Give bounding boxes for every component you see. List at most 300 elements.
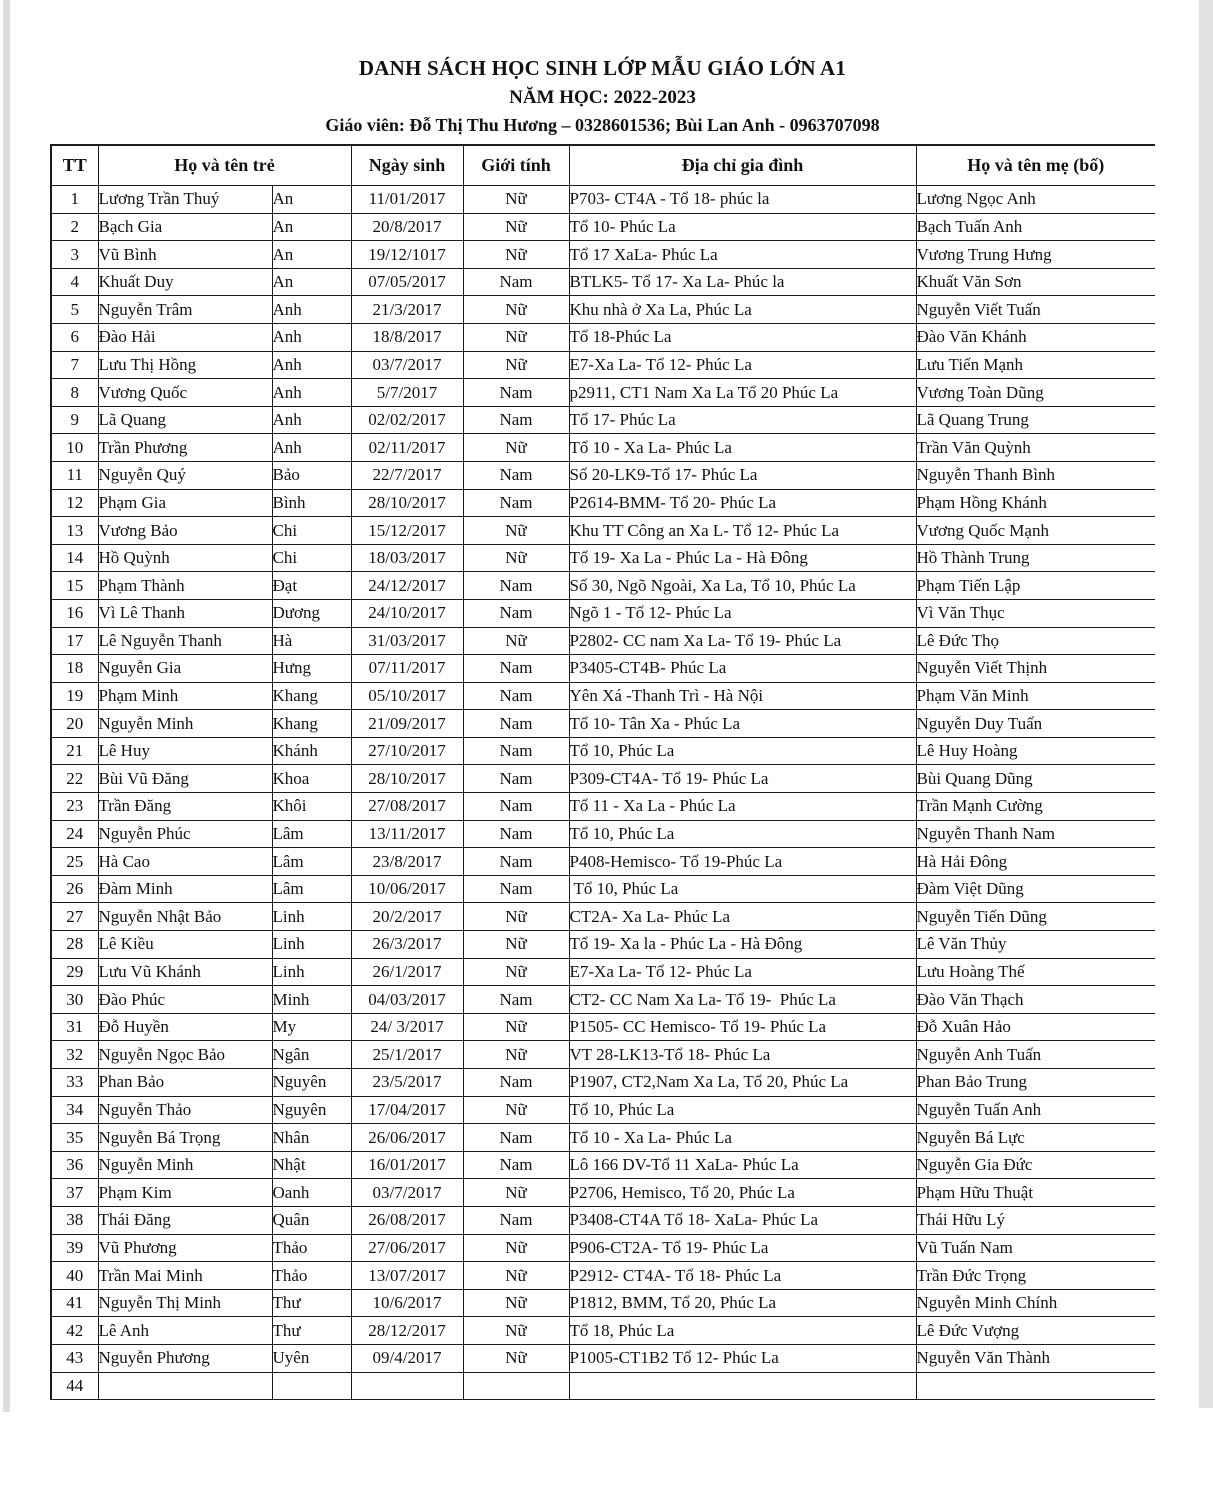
cell-gender: Nam — [463, 1206, 569, 1234]
cell-parent-name: Bạch Tuấn Anh — [916, 213, 1155, 241]
cell-parent-name: Vương Toàn Dũng — [916, 379, 1155, 407]
cell-given-name: Anh — [272, 296, 351, 324]
cell-address: P1005-CT1B2 Tổ 12- Phúc La — [569, 1344, 916, 1372]
cell-address: E7-Xa La- Tổ 12- Phúc La — [569, 958, 916, 986]
cell-tt: 33 — [51, 1069, 98, 1097]
table-row — [51, 599, 1155, 627]
student-table-body — [51, 186, 1155, 1401]
cell-parent-name: Phạm Văn Minh — [916, 682, 1155, 710]
cell-parent-name: Đào Văn Thạch — [916, 986, 1155, 1014]
cell-given-name: Chi — [272, 517, 351, 545]
cell-dob: 26/06/2017 — [351, 1124, 463, 1152]
cell-tt: 29 — [51, 958, 98, 986]
cell-given-name: Thảo — [272, 1234, 351, 1262]
cell-gender: Nữ — [463, 1234, 569, 1262]
cell-gender: Nam — [463, 793, 569, 821]
cell-parent-name: Nguyễn Duy Tuấn — [916, 710, 1155, 738]
table-row — [51, 268, 1155, 296]
cell-tt: 31 — [51, 1013, 98, 1041]
cell-given-name: My — [272, 1013, 351, 1041]
cell-given-name: An — [272, 268, 351, 296]
cell-dob: 05/10/2017 — [351, 682, 463, 710]
cell-address: p2911, CT1 Nam Xa La Tổ 20 Phúc La — [569, 379, 916, 407]
cell-tt: 22 — [51, 765, 98, 793]
cell-given-name: Khoa — [272, 765, 351, 793]
cell-tt: 44 — [51, 1372, 98, 1400]
cell-given-name: Lâm — [272, 820, 351, 848]
cell-dob: 04/03/2017 — [351, 986, 463, 1014]
cell-tt: 18 — [51, 655, 98, 683]
cell-name: Nguyễn Trâm — [98, 296, 272, 324]
cell-gender: Nữ — [463, 1289, 569, 1317]
cell-name: Trần Phương — [98, 434, 272, 462]
cell-gender: Nữ — [463, 903, 569, 931]
cell-name — [98, 1372, 272, 1400]
cell-parent-name: Đào Văn Khánh — [916, 323, 1155, 351]
cell-gender: Nữ — [463, 323, 569, 351]
cell-name: Nguyễn Minh — [98, 1151, 272, 1179]
cell-address: Khu TT Công an Xa L- Tổ 12- Phúc La — [569, 517, 916, 545]
cell-gender: Nam — [463, 599, 569, 627]
table-row — [51, 682, 1155, 710]
cell-dob: 02/11/2017 — [351, 434, 463, 462]
table-row — [51, 351, 1155, 379]
cell-tt: 21 — [51, 737, 98, 765]
cell-dob: 27/06/2017 — [351, 1234, 463, 1262]
cell-address: P309-CT4A- Tổ 19- Phúc La — [569, 765, 916, 793]
col-header-parent: Họ và tên mẹ (bố) — [916, 145, 1155, 186]
cell-address — [569, 1372, 916, 1400]
cell-parent-name: Nguyễn Gia Đức — [916, 1151, 1155, 1179]
cell-tt: 27 — [51, 903, 98, 931]
cell-parent-name: Hà Hải Đông — [916, 848, 1155, 876]
cell-name: Lã Quang — [98, 406, 272, 434]
table-row — [51, 1124, 1155, 1152]
cell-gender: Nữ — [463, 213, 569, 241]
table-row — [51, 1096, 1155, 1124]
cell-name: Lê Nguyễn Thanh — [98, 627, 272, 655]
cell-given-name: Đạt — [272, 572, 351, 600]
cell-parent-name: Lê Huy Hoàng — [916, 737, 1155, 765]
cell-name: Nguyễn Nhật Bảo — [98, 903, 272, 931]
cell-parent-name: Phạm Hữu Thuật — [916, 1179, 1155, 1207]
cell-address: P3405-CT4B- Phúc La — [569, 655, 916, 683]
cell-tt: 35 — [51, 1124, 98, 1152]
cell-gender: Nữ — [463, 517, 569, 545]
cell-address: P2802- CC nam Xa La- Tổ 19- Phúc La — [569, 627, 916, 655]
cell-dob: 09/4/2017 — [351, 1344, 463, 1372]
cell-dob: 25/1/2017 — [351, 1041, 463, 1069]
cell-name: Lương Trần Thuý — [98, 186, 272, 214]
cell-name: Vũ Bình — [98, 241, 272, 269]
cell-tt: 14 — [51, 544, 98, 572]
cell-tt: 43 — [51, 1344, 98, 1372]
cell-dob: 28/12/2017 — [351, 1317, 463, 1345]
table-row — [51, 186, 1155, 214]
cell-address: P1907, CT2,Nam Xa La, Tổ 20, Phúc La — [569, 1069, 916, 1097]
cell-gender: Nữ — [463, 1317, 569, 1345]
cell-parent-name: Hồ Thành Trung — [916, 544, 1155, 572]
cell-given-name: Uyên — [272, 1344, 351, 1372]
cell-gender: Nữ — [463, 241, 569, 269]
scan-edge-right — [1199, 0, 1213, 1408]
cell-tt: 30 — [51, 986, 98, 1014]
cell-address: P2706, Hemisco, Tổ 20, Phúc La — [569, 1179, 916, 1207]
cell-name: Vì Lê Thanh — [98, 599, 272, 627]
cell-parent-name: Nguyễn Thanh Bình — [916, 461, 1155, 489]
cell-gender: Nữ — [463, 351, 569, 379]
cell-given-name: Nguyên — [272, 1069, 351, 1097]
cell-tt: 38 — [51, 1206, 98, 1234]
cell-gender: Nữ — [463, 1344, 569, 1372]
table-header — [51, 145, 1155, 186]
cell-tt: 7 — [51, 351, 98, 379]
cell-parent-name: Đỗ Xuân Hảo — [916, 1013, 1155, 1041]
cell-given-name: Hưng — [272, 655, 351, 683]
cell-parent-name: Lê Đức Vượng — [916, 1317, 1155, 1345]
cell-parent-name: Lã Quang Trung — [916, 406, 1155, 434]
table-row — [51, 213, 1155, 241]
cell-address: P1505- CC Hemisco- Tổ 19- Phúc La — [569, 1013, 916, 1041]
cell-address: CT2- CC Nam Xa La- Tổ 19- Phúc La — [569, 986, 916, 1014]
col-header-address: Địa chỉ gia đình — [569, 145, 916, 186]
cell-tt: 28 — [51, 931, 98, 959]
cell-dob: 21/3/2017 — [351, 296, 463, 324]
cell-address: Tổ 19- Xa La - Phúc La - Hà Đông — [569, 544, 916, 572]
table-row — [51, 820, 1155, 848]
cell-dob: 23/8/2017 — [351, 848, 463, 876]
cell-tt: 17 — [51, 627, 98, 655]
cell-parent-name: Khuất Văn Sơn — [916, 268, 1155, 296]
cell-address: Khu nhà ở Xa La, Phúc La — [569, 296, 916, 324]
table-row — [51, 931, 1155, 959]
cell-tt: 37 — [51, 1179, 98, 1207]
table-row — [51, 793, 1155, 821]
cell-gender: Nam — [463, 489, 569, 517]
cell-name: Khuất Duy — [98, 268, 272, 296]
cell-name: Đào Phúc — [98, 986, 272, 1014]
cell-dob: 22/7/2017 — [351, 461, 463, 489]
table-row — [51, 875, 1155, 903]
cell-gender: Nữ — [463, 958, 569, 986]
cell-gender: Nam — [463, 682, 569, 710]
cell-dob: 5/7/2017 — [351, 379, 463, 407]
cell-name: Nguyễn Bá Trọng — [98, 1124, 272, 1152]
cell-dob: 13/11/2017 — [351, 820, 463, 848]
cell-given-name: Linh — [272, 903, 351, 931]
cell-gender: Nữ — [463, 1013, 569, 1041]
table-row — [51, 241, 1155, 269]
cell-given-name: Thảo — [272, 1262, 351, 1290]
cell-gender: Nam — [463, 986, 569, 1014]
cell-given-name: Linh — [272, 958, 351, 986]
col-header-dob: Ngày sinh — [351, 145, 463, 186]
cell-given-name: Anh — [272, 323, 351, 351]
col-header-gender: Giới tính — [463, 145, 569, 186]
cell-gender: Nam — [463, 875, 569, 903]
table-row — [51, 1344, 1155, 1372]
cell-tt: 13 — [51, 517, 98, 545]
cell-name: Đàm Minh — [98, 875, 272, 903]
cell-given-name: Thư — [272, 1317, 351, 1345]
table-row — [51, 1151, 1155, 1179]
cell-address: CT2A- Xa La- Phúc La — [569, 903, 916, 931]
table-row — [51, 1069, 1155, 1097]
cell-tt: 16 — [51, 599, 98, 627]
cell-name: Lưu Vũ Khánh — [98, 958, 272, 986]
cell-address: Lô 166 DV-Tổ 11 XaLa- Phúc La — [569, 1151, 916, 1179]
cell-address: Tổ 10, Phúc La — [569, 1096, 916, 1124]
cell-dob: 11/01/2017 — [351, 186, 463, 214]
table-row — [51, 710, 1155, 738]
cell-given-name: Hà — [272, 627, 351, 655]
cell-gender: Nữ — [463, 1179, 569, 1207]
cell-gender: Nữ — [463, 931, 569, 959]
cell-name: Nguyễn Quý — [98, 461, 272, 489]
cell-tt: 34 — [51, 1096, 98, 1124]
table-row — [51, 461, 1155, 489]
document-title: DANH SÁCH HỌC SINH LỚP MẪU GIÁO LỚN A1 — [358, 56, 847, 80]
cell-name: Vương Quốc — [98, 379, 272, 407]
cell-given-name: Khánh — [272, 737, 351, 765]
cell-dob: 26/1/2017 — [351, 958, 463, 986]
cell-given-name: Anh — [272, 406, 351, 434]
student-table — [50, 144, 1155, 1400]
cell-dob: 27/10/2017 — [351, 737, 463, 765]
cell-tt: 9 — [51, 406, 98, 434]
school-year: NĂM HỌC: 2022-2023 — [509, 87, 696, 108]
table-row — [51, 848, 1155, 876]
cell-dob: 26/3/2017 — [351, 931, 463, 959]
cell-name: Hà Cao — [98, 848, 272, 876]
cell-parent-name: Trần Mạnh Cường — [916, 793, 1155, 821]
cell-tt: 19 — [51, 682, 98, 710]
cell-address: P703- CT4A - Tổ 18- phúc la — [569, 186, 916, 214]
cell-address: Tổ 10, Phúc La — [569, 875, 916, 903]
table-row — [51, 434, 1155, 462]
table-row — [51, 765, 1155, 793]
cell-dob: 03/7/2017 — [351, 1179, 463, 1207]
table-row — [51, 1206, 1155, 1234]
cell-name: Lưu Thị Hồng — [98, 351, 272, 379]
cell-name: Lê Anh — [98, 1317, 272, 1345]
cell-dob: 18/03/2017 — [351, 544, 463, 572]
cell-name: Nguyễn Thị Minh — [98, 1289, 272, 1317]
cell-name: Nguyễn Thảo — [98, 1096, 272, 1124]
cell-given-name: Nhân — [272, 1124, 351, 1152]
cell-tt: 1 — [51, 186, 98, 214]
cell-dob: 24/12/2017 — [351, 572, 463, 600]
cell-given-name: Quân — [272, 1206, 351, 1234]
cell-name: Bạch Gia — [98, 213, 272, 241]
table-row — [51, 572, 1155, 600]
cell-parent-name: Nguyễn Tiến Dũng — [916, 903, 1155, 931]
cell-name: Hồ Quỳnh — [98, 544, 272, 572]
cell-dob: 24/10/2017 — [351, 599, 463, 627]
cell-parent-name: Lương Ngọc Anh — [916, 186, 1155, 214]
cell-parent-name: Lê Văn Thủy — [916, 931, 1155, 959]
cell-dob: 28/10/2017 — [351, 489, 463, 517]
cell-parent-name: Nguyễn Tuấn Anh — [916, 1096, 1155, 1124]
cell-given-name: Minh — [272, 986, 351, 1014]
table-row — [51, 1317, 1155, 1345]
header-row — [51, 145, 1155, 186]
cell-name: Lê Kiều — [98, 931, 272, 959]
cell-address: Ngõ 1 - Tổ 12- Phúc La — [569, 599, 916, 627]
cell-name: Vũ Phương — [98, 1234, 272, 1262]
cell-tt: 41 — [51, 1289, 98, 1317]
cell-gender: Nữ — [463, 1041, 569, 1069]
cell-dob: 20/8/2017 — [351, 213, 463, 241]
cell-address: Tổ 18, Phúc La — [569, 1317, 916, 1345]
table-row — [51, 1289, 1155, 1317]
cell-address: Tổ 17- Phúc La — [569, 406, 916, 434]
cell-parent-name: Bùi Quang Dũng — [916, 765, 1155, 793]
cell-gender: Nam — [463, 848, 569, 876]
cell-gender: Nam — [463, 1124, 569, 1152]
cell-dob: 26/08/2017 — [351, 1206, 463, 1234]
cell-dob: 17/04/2017 — [351, 1096, 463, 1124]
cell-name: Phạm Gia — [98, 489, 272, 517]
cell-tt: 2 — [51, 213, 98, 241]
cell-tt: 42 — [51, 1317, 98, 1345]
cell-address: P408-Hemisco- Tổ 19-Phúc La — [569, 848, 916, 876]
cell-dob: 19/12/1017 — [351, 241, 463, 269]
table-row — [51, 296, 1155, 324]
cell-given-name: Nhật — [272, 1151, 351, 1179]
cell-gender: Nam — [463, 406, 569, 434]
cell-name: Phạm Kim — [98, 1179, 272, 1207]
student-table-wrap — [50, 144, 1155, 1400]
cell-gender: Nam — [463, 379, 569, 407]
cell-tt: 15 — [51, 572, 98, 600]
cell-parent-name: Thái Hữu Lý — [916, 1206, 1155, 1234]
cell-given-name: Lâm — [272, 848, 351, 876]
cell-name: Phạm Minh — [98, 682, 272, 710]
cell-tt: 3 — [51, 241, 98, 269]
cell-address: Tổ 10 - Xa La- Phúc La — [569, 434, 916, 462]
cell-given-name: Dương — [272, 599, 351, 627]
cell-dob: 28/10/2017 — [351, 765, 463, 793]
cell-parent-name: Nguyễn Minh Chính — [916, 1289, 1155, 1317]
cell-dob: 27/08/2017 — [351, 793, 463, 821]
cell-parent-name: Lê Đức Thọ — [916, 627, 1155, 655]
cell-parent-name: Vương Trung Hưng — [916, 241, 1155, 269]
cell-dob: 18/8/2017 — [351, 323, 463, 351]
cell-parent-name: Lưu Tiến Mạnh — [916, 351, 1155, 379]
cell-address: Tổ 10- Phúc La — [569, 213, 916, 241]
cell-dob: 16/01/2017 — [351, 1151, 463, 1179]
cell-dob: 13/07/2017 — [351, 1262, 463, 1290]
cell-address: Tổ 10, Phúc La — [569, 820, 916, 848]
col-header-tt: TT — [51, 145, 98, 186]
cell-given-name: Khôi — [272, 793, 351, 821]
cell-gender: Nữ — [463, 296, 569, 324]
cell-dob: 07/11/2017 — [351, 655, 463, 683]
cell-name: Nguyễn Phúc — [98, 820, 272, 848]
table-row — [51, 544, 1155, 572]
cell-name: Vương Bảo — [98, 517, 272, 545]
cell-gender: Nữ — [463, 1262, 569, 1290]
scan-edge-left — [3, 0, 10, 1412]
cell-name: Trần Đăng — [98, 793, 272, 821]
cell-address: P2614-BMM- Tổ 20- Phúc La — [569, 489, 916, 517]
cell-parent-name: Lưu Hoàng Thế — [916, 958, 1155, 986]
cell-tt: 5 — [51, 296, 98, 324]
cell-name: Nguyễn Phương — [98, 1344, 272, 1372]
cell-address: P2912- CT4A- Tổ 18- Phúc La — [569, 1262, 916, 1290]
cell-gender: Nam — [463, 820, 569, 848]
cell-tt: 10 — [51, 434, 98, 462]
cell-address: Số 20-LK9-Tổ 17- Phúc La — [569, 461, 916, 489]
cell-gender: Nữ — [463, 544, 569, 572]
cell-tt: 32 — [51, 1041, 98, 1069]
cell-given-name: An — [272, 241, 351, 269]
table-row — [51, 737, 1155, 765]
cell-gender: Nữ — [463, 434, 569, 462]
cell-tt: 39 — [51, 1234, 98, 1262]
cell-dob: 15/12/2017 — [351, 517, 463, 545]
cell-dob: 31/03/2017 — [351, 627, 463, 655]
cell-address: Tổ 11 - Xa La - Phúc La — [569, 793, 916, 821]
cell-parent-name: Trần Văn Quỳnh — [916, 434, 1155, 462]
cell-name: Lê Huy — [98, 737, 272, 765]
cell-gender: Nam — [463, 572, 569, 600]
cell-tt: 12 — [51, 489, 98, 517]
cell-gender: Nữ — [463, 186, 569, 214]
cell-dob: 24/ 3/2017 — [351, 1013, 463, 1041]
cell-tt: 4 — [51, 268, 98, 296]
cell-tt: 25 — [51, 848, 98, 876]
cell-address: Tổ 18-Phúc La — [569, 323, 916, 351]
cell-name: Trần Mai Minh — [98, 1262, 272, 1290]
cell-gender: Nam — [463, 655, 569, 683]
cell-given-name: Bình — [272, 489, 351, 517]
cell-address: Tổ 10, Phúc La — [569, 737, 916, 765]
table-row — [51, 489, 1155, 517]
cell-gender: Nam — [463, 765, 569, 793]
cell-dob: 20/2/2017 — [351, 903, 463, 931]
cell-parent-name: Phạm Tiến Lập — [916, 572, 1155, 600]
cell-given-name: Linh — [272, 931, 351, 959]
table-row — [51, 1234, 1155, 1262]
cell-given-name: Anh — [272, 434, 351, 462]
cell-parent-name: Vương Quốc Mạnh — [916, 517, 1155, 545]
cell-given-name: Thư — [272, 1289, 351, 1317]
cell-name: Nguyễn Ngọc Bảo — [98, 1041, 272, 1069]
cell-gender: Nữ — [463, 627, 569, 655]
cell-given-name: Khang — [272, 710, 351, 738]
cell-name: Đào Hải — [98, 323, 272, 351]
cell-given-name: Bảo — [272, 461, 351, 489]
table-row-partial — [51, 1372, 1155, 1400]
cell-gender — [463, 1372, 569, 1400]
table-row — [51, 1041, 1155, 1069]
table-row — [51, 958, 1155, 986]
cell-address: E7-Xa La- Tổ 12- Phúc La — [569, 351, 916, 379]
cell-given-name: Oanh — [272, 1179, 351, 1207]
cell-address: Tổ 19- Xa la - Phúc La - Hà Đông — [569, 931, 916, 959]
cell-given-name — [272, 1372, 351, 1400]
cell-given-name: Anh — [272, 351, 351, 379]
cell-name: Đỗ Huyền — [98, 1013, 272, 1041]
cell-parent-name: Vũ Tuấn Nam — [916, 1234, 1155, 1262]
cell-given-name: An — [272, 186, 351, 214]
cell-name: Phạm Thành — [98, 572, 272, 600]
cell-parent-name: Phan Bảo Trung — [916, 1069, 1155, 1097]
cell-dob: 07/05/2017 — [351, 268, 463, 296]
cell-gender: Nam — [463, 710, 569, 738]
